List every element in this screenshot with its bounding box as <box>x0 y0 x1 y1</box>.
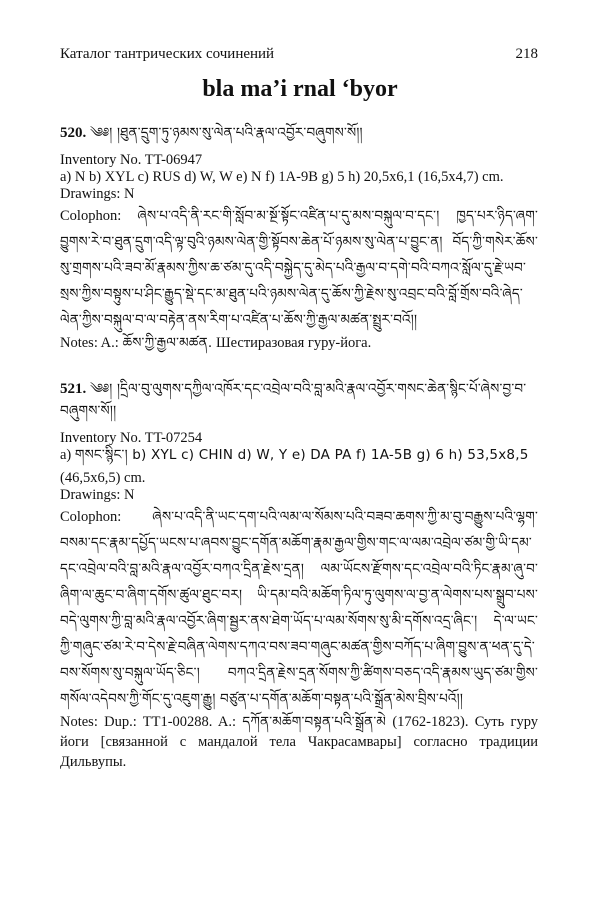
notes-label: Notes: A.: <box>60 335 119 351</box>
entry-heading <box>60 122 538 144</box>
entry-heading <box>60 378 538 422</box>
details-prefix: a) <box>60 447 72 463</box>
drawings: Drawings: N <box>60 487 135 503</box>
entry-details-continued: (46,5x6,5) cm. <box>60 470 146 486</box>
colophon-text: ཞེས་པ་འདི་ནི་ཡང་དག་པའི་ལམ་ལ་སོམས་པའི་བཟབ་ཆགས་ཀྱི་མ་བུ་བརྒྱུས་པའི་ལྷག་བསམ་དང་རྣམ་དཔྱོད་ཡངས་པ་ཞབས་བྱུང་དགོན་མཆོག་རྣམ་རྒྱལ་གྱིས་གང་ལ་ལམ་འབྲེལ་ཙམ་གྱི་ཡི་དམ་དང་འབྲེལ་བའི་བླ་མའི་རྣལ་འབྱོར་བཀའ་དྲིན་རྗེས་དྲན། ལམ་ཡོངས་རྫོགས་དང་འབྲེལ་བའི་ཏིང་རྣམ་ཞུ་བ་ཞིག་ལ་ཆུང་བ་ཞིག་དགོས་ཚུལ་ཐུང་བར། ཡི་དམ་བའི་མཆོག་ཏིལ་ཏུ་ལུགས་ལ་བྱ་ན་ལེགས་པས་སྒྲུབ་པས་བདེ་ལུགས་ཀྱི་བླ་མའི་རྣལ་འབྱོར་ཞིག་སྦྱར་ནས་ཐེག་ཡོད་པ་ལམ་སོགས་སུ་མི་དགོས་འདྲ་ཞིང་། དེ་ལ་ཡང་ཀྱི་གཞུང་ཙམ་རེ་བ་དེས་རྗེ་བཞིན་ལེགས་དཀའ་བས་ཟབ་གཞུང་མཚན་གྱིས་བཀོད་པ་ཞིག་བྱུས་ན་ཕན་དུ་དེ་བས་སོགས་སུ་བསྐུལ་ཡོད་ཅིང་། བཀའ་དྲིན་རྗེས་དྲན་སོགས་ཀྱི་ཚིགས་བཅད་འདི་རྣམས་ཡུད་ཙམ་གྱིས་གསོལ་འདེབས་ཀྱི་གོང་དུ་འཇུག་རྒྱུ། བཙུན་པ་དགོན་མཆོག་བསྟན་པའི་སྒྲོན་མེས་བྲིས་པའོ།། <box>60 509 538 707</box>
running-header <box>60 46 538 63</box>
entry-number: 521. <box>60 381 87 397</box>
colophon-label: Colophon: <box>60 208 122 224</box>
drawings: Drawings: N <box>60 186 135 202</box>
catalog-entry-520 <box>60 122 538 353</box>
page-number: 218 <box>515 46 538 62</box>
entry-details <box>60 447 538 464</box>
colophon <box>60 504 538 712</box>
notes-text: (1762-1823). Суть гуру йоги [связанной с мандалой тела Чакрасамвары] согласно традиции Дильвупы. <box>60 714 539 770</box>
notes-label: Notes: Dup.: TT1-00288. A.: <box>60 714 237 730</box>
notes-text: Шестиразовая гуру-йога. <box>215 335 372 351</box>
entry-title-tibetan: ༄༅། །དྲིལ་བུ་ལུགས་དཀྱིལ་འཁོར་དང་འབྲེལ་བའི་བླ་མའི་རྣལ་འབྱོར་གསང་ཆེན་སྙིང་པོ་ཞེས་བྱ་བ་བཞུགས་སོ།། <box>60 381 527 419</box>
notes-tibetan: དཀོན་མཆོག་བསྟན་པའི་སྒྲོན་མེ <box>242 714 387 730</box>
inventory-number: Inventory No. TT-06947 <box>60 152 203 168</box>
colophon-label: Colophon: <box>60 509 122 525</box>
inventory-number: Inventory No. TT-07254 <box>60 430 203 446</box>
running-title: Каталог тантрических сочинений <box>60 46 275 62</box>
entry-number: 520. <box>60 125 87 141</box>
entry-title-tibetan: ༄༅། །ཐུན་དྲུག་ཏུ་ཉམས་སུ་ལེན་པའི་རྣལ་འབྱོར་བཞུགས་སོ།། <box>90 125 363 141</box>
notes-tibetan: ཆོས་ཀྱི་རྒྱལ་མཚན. <box>122 335 213 351</box>
colophon <box>60 203 538 333</box>
details-short-title: གསང་སྙིང་། b) XYL c) CHIN d) W, Y e) DA PA f) 1A-5B g) 6 h) 53,5x8,5 <box>74 447 529 463</box>
colophon-text: ཞེས་པ་འདི་ནི་རང་གི་སློབ་མ་སྔོ་སྟོང་འཛིན་པ་དུ་མས་བསྐུལ་བ་དང་། ཁྱད་པར་ཉིད་ཞག་བྱུགས་རེ་བ་ཐུན་དྲུག་འདི་ལྟ་བུའི་ཉམས་ལེན་གྱི་སྟོབས་ཆེན་པོ་ཉམས་སུ་ལེན་པ་བྱུང་ན། བོད་ཀྱི་གསེར་ཆོས་སུ་གྲགས་པའི་ཟབ་མོ་རྣམས་ཀྱིས་ཆ་ཙམ་དུ་འདི་བསྐྱེད་དུ་མེད་པའི་རྒྱལ་བ་དགེ་བའི་བཀའ་སློལ་དུ་རྗེ་ཡབ་སྲས་ཀྱིས་བསྟུས་པ་ཤིང་རྒྱུད་སྡེ་དང་མ་ཐུན་པའི་ཉམས་ལེན་དུ་ཆོས་ཀྱི་རྗེས་སུ་འབྲང་བའི་བློ་གྲོས་བའི་ཞེད་ལེན་ཀྱིས་བསྐུལ་བ་ལ་བརྟེན་ནས་རིག་པ་འཛིན་པ་ཆོས་ཀྱི་རྒྱལ་མཚན་སྤྲུར་བའོ།། <box>60 208 539 328</box>
section-title: bla ma’i rnal ‘byor <box>202 76 398 102</box>
entry-details: a) N b) XYL c) RUS d) W, W e) N f) 1A-9B g) 5 h) 20,5x6,1 (16,5x4,7) cm. <box>60 169 504 185</box>
catalog-entry-521 <box>60 378 538 772</box>
notes <box>60 712 538 772</box>
notes <box>60 333 538 353</box>
